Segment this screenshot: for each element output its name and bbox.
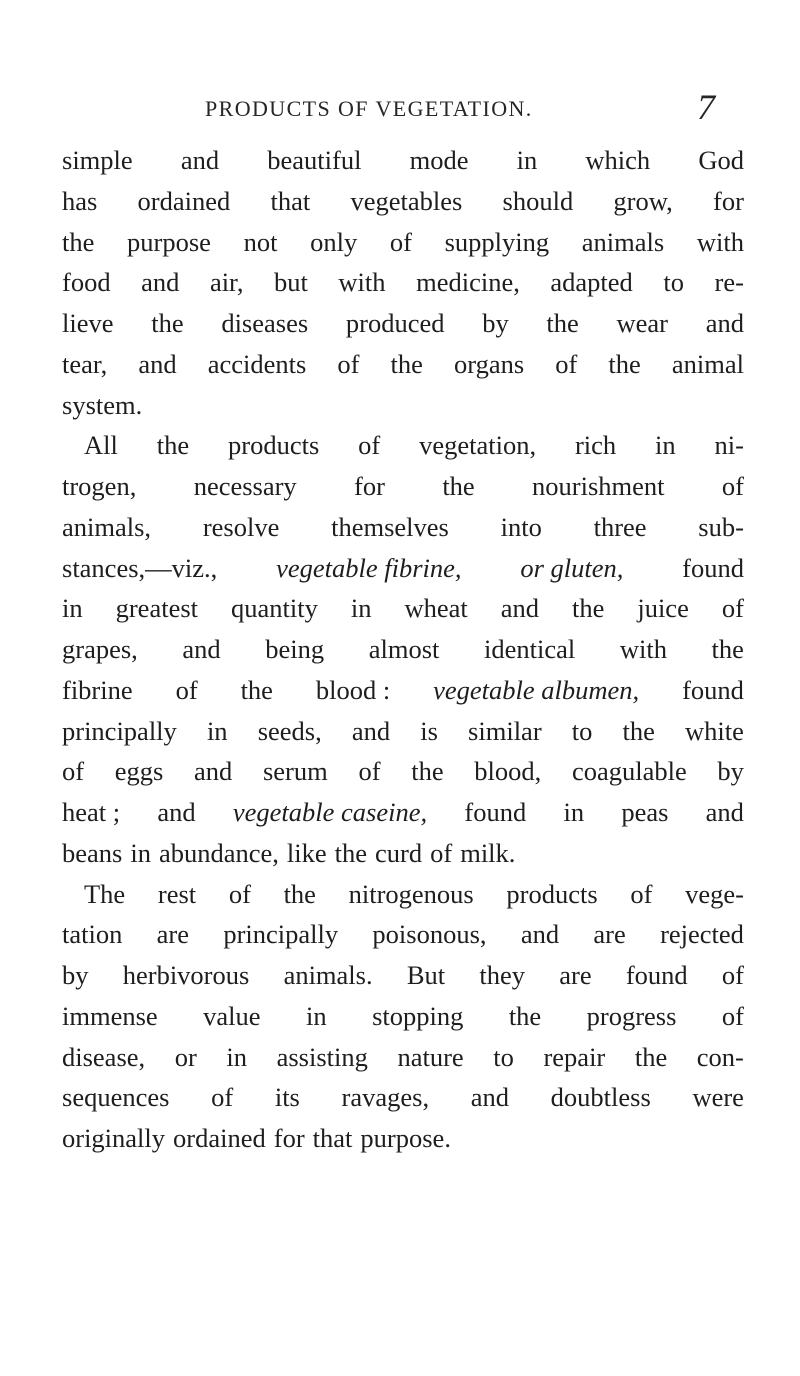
word: in bbox=[655, 430, 676, 461]
word: should bbox=[502, 185, 574, 216]
word: ni- bbox=[714, 430, 744, 461]
word: but bbox=[274, 267, 308, 298]
word: to bbox=[493, 1041, 514, 1072]
word: heat ; bbox=[62, 797, 121, 827]
word: are bbox=[559, 960, 592, 990]
word: for bbox=[273, 1123, 305, 1153]
word: poisonous, bbox=[372, 919, 487, 950]
word: of bbox=[62, 756, 85, 787]
word: lieve bbox=[62, 308, 114, 338]
text-line bbox=[62, 629, 744, 670]
word: simple bbox=[62, 145, 133, 175]
word: the bbox=[151, 308, 184, 338]
word: in bbox=[563, 797, 585, 827]
word: the bbox=[571, 593, 605, 624]
word: by bbox=[482, 308, 509, 338]
text-line bbox=[62, 1037, 744, 1078]
word: the bbox=[240, 674, 273, 705]
word: like bbox=[286, 837, 327, 868]
word: into bbox=[500, 511, 542, 542]
word: con- bbox=[696, 1041, 744, 1072]
word: quantity bbox=[231, 593, 318, 624]
word: has bbox=[62, 185, 98, 216]
word: themselves bbox=[331, 511, 449, 542]
word: the bbox=[608, 348, 641, 379]
word: of bbox=[721, 471, 744, 501]
word: All bbox=[84, 430, 118, 461]
word: But bbox=[406, 960, 446, 990]
word: fibrine bbox=[62, 674, 133, 705]
word: purpose bbox=[127, 226, 211, 257]
word: the bbox=[334, 837, 368, 868]
word: the bbox=[390, 348, 423, 379]
word: ravages, bbox=[341, 1082, 430, 1113]
word: of bbox=[721, 593, 744, 624]
word: disease, bbox=[62, 1041, 146, 1072]
word: only bbox=[310, 226, 358, 257]
word: ordained bbox=[173, 1123, 266, 1153]
word: progress bbox=[586, 1000, 677, 1031]
text-line bbox=[62, 466, 744, 507]
word: with bbox=[338, 267, 386, 298]
text-line bbox=[62, 670, 744, 711]
word: medicine, bbox=[416, 267, 520, 298]
word: and bbox=[182, 634, 221, 664]
word: nitrogenous bbox=[348, 878, 474, 909]
word: of bbox=[358, 430, 381, 461]
body-text bbox=[62, 140, 744, 1159]
text-line bbox=[62, 548, 744, 589]
text-line bbox=[62, 140, 744, 181]
word: necessary bbox=[193, 471, 297, 501]
word: products bbox=[228, 430, 320, 461]
word: rejected bbox=[660, 919, 744, 950]
word: peas bbox=[621, 797, 669, 827]
word: of bbox=[630, 878, 653, 909]
word: for bbox=[354, 471, 385, 501]
word: to bbox=[571, 715, 593, 746]
word: similar bbox=[468, 715, 542, 746]
word: beautiful bbox=[267, 145, 362, 175]
word: white bbox=[685, 715, 744, 746]
word: herbivorous bbox=[122, 960, 250, 990]
word: originally bbox=[62, 1123, 166, 1153]
word: which bbox=[585, 145, 651, 175]
word: being bbox=[265, 634, 325, 664]
word: and bbox=[138, 348, 177, 379]
word: abundance, bbox=[158, 837, 279, 868]
word: of bbox=[358, 756, 381, 787]
text-line bbox=[62, 507, 744, 548]
word: supplying bbox=[444, 226, 550, 257]
word: of bbox=[175, 674, 198, 705]
word: coagulable bbox=[571, 756, 687, 787]
text-line bbox=[62, 996, 744, 1037]
italic-term: vegetable caseine, bbox=[232, 797, 428, 827]
word: are bbox=[593, 919, 626, 950]
word: re- bbox=[714, 267, 744, 298]
word: blood, bbox=[474, 756, 542, 787]
word: animals. bbox=[283, 960, 373, 990]
word: and bbox=[520, 919, 560, 950]
page-number: 7 bbox=[697, 87, 715, 127]
word: food bbox=[62, 267, 111, 298]
word: not bbox=[243, 226, 278, 257]
word: ordained bbox=[137, 185, 231, 216]
italic-term: or gluten, bbox=[520, 552, 624, 583]
word: were bbox=[692, 1082, 744, 1113]
word: nourishment bbox=[532, 471, 665, 501]
word: and bbox=[705, 308, 744, 338]
word: milk. bbox=[460, 837, 516, 868]
word: the bbox=[156, 430, 190, 461]
word: found bbox=[464, 797, 527, 827]
text-line bbox=[62, 1118, 744, 1159]
word: the bbox=[442, 471, 475, 501]
word: repair bbox=[543, 1041, 606, 1072]
word: animal bbox=[671, 348, 744, 379]
word: beans bbox=[62, 837, 123, 868]
word: is bbox=[420, 715, 438, 746]
word: almost bbox=[368, 634, 440, 664]
word: and bbox=[180, 145, 220, 175]
word: the bbox=[62, 226, 95, 257]
word: God bbox=[698, 145, 744, 175]
word: of bbox=[228, 878, 251, 909]
word: with bbox=[619, 634, 667, 664]
word: by bbox=[62, 960, 89, 990]
word: The bbox=[84, 878, 126, 909]
word: tear, bbox=[62, 348, 108, 379]
word: air, bbox=[209, 267, 244, 298]
word: in bbox=[516, 145, 538, 175]
word: rest bbox=[157, 878, 197, 909]
running-head-title: PRODUCTS OF VEGETATION. bbox=[205, 96, 533, 121]
word: rich bbox=[574, 430, 617, 461]
word: tation bbox=[62, 919, 123, 950]
italic-term: vegetable fibrine, bbox=[276, 552, 462, 583]
word: of bbox=[721, 1000, 744, 1031]
text-line bbox=[62, 833, 744, 874]
word: principally bbox=[62, 715, 177, 746]
word: mode bbox=[409, 145, 469, 175]
word: sub- bbox=[698, 511, 744, 542]
word: animals, bbox=[62, 511, 152, 542]
word: produced bbox=[345, 308, 445, 338]
text-line bbox=[62, 874, 744, 915]
text-line bbox=[62, 914, 744, 955]
text-line bbox=[62, 344, 744, 385]
word: in bbox=[226, 1041, 248, 1072]
word: grow, bbox=[613, 185, 673, 216]
word: of bbox=[389, 226, 412, 257]
word: the bbox=[546, 308, 579, 338]
word: wheat bbox=[404, 593, 468, 624]
word: found bbox=[682, 674, 744, 705]
word: identical bbox=[483, 634, 576, 664]
word: or bbox=[174, 1041, 197, 1072]
word: of bbox=[555, 348, 578, 379]
word: principally bbox=[223, 919, 339, 950]
word: sequences bbox=[62, 1082, 170, 1113]
word: of bbox=[211, 1082, 234, 1113]
text-line bbox=[62, 385, 744, 426]
word: the bbox=[622, 715, 655, 746]
text-line bbox=[62, 425, 744, 466]
word: and bbox=[157, 797, 196, 827]
word: found bbox=[625, 960, 688, 990]
word: purpose. bbox=[360, 1123, 451, 1153]
word: curd bbox=[375, 837, 423, 868]
word: they bbox=[479, 960, 526, 990]
word: vege- bbox=[685, 878, 744, 909]
word: and bbox=[141, 267, 180, 298]
word: system. bbox=[62, 389, 143, 420]
word: serum bbox=[262, 756, 328, 787]
word: the bbox=[634, 1041, 668, 1072]
word: animals bbox=[581, 226, 665, 257]
word: resolve bbox=[202, 511, 280, 542]
text-line bbox=[62, 303, 744, 344]
text-line bbox=[62, 181, 744, 222]
word: in bbox=[305, 1000, 327, 1031]
word: for bbox=[713, 185, 744, 216]
word: and bbox=[705, 797, 744, 827]
word: three bbox=[593, 511, 647, 542]
word: in bbox=[62, 593, 83, 624]
text-line bbox=[62, 955, 744, 996]
word: products bbox=[506, 878, 598, 909]
word: found bbox=[682, 552, 744, 583]
word: juice bbox=[637, 593, 689, 624]
word: that bbox=[270, 185, 311, 216]
word: stopping bbox=[372, 1000, 464, 1031]
word: assisting bbox=[276, 1041, 368, 1072]
word: wear bbox=[616, 308, 669, 338]
word: trogen, bbox=[62, 471, 137, 501]
word: vegetation, bbox=[419, 430, 537, 461]
word: and bbox=[470, 1082, 510, 1113]
text-line bbox=[62, 751, 744, 792]
word: the bbox=[411, 756, 444, 787]
word: its bbox=[274, 1082, 300, 1113]
word: accidents bbox=[207, 348, 307, 379]
text-line bbox=[62, 222, 744, 263]
word: diseases bbox=[221, 308, 309, 338]
word: in bbox=[130, 837, 151, 868]
word: in bbox=[206, 715, 228, 746]
word: and bbox=[500, 593, 539, 624]
word: the bbox=[508, 1000, 542, 1031]
word: eggs bbox=[114, 756, 164, 787]
text-line bbox=[62, 262, 744, 303]
text-line bbox=[62, 711, 744, 752]
italic-term: vegetable albumen, bbox=[433, 674, 640, 705]
word: value bbox=[203, 1000, 261, 1031]
word: seeds, bbox=[257, 715, 322, 746]
text-line bbox=[62, 1077, 744, 1118]
word: of bbox=[721, 960, 744, 990]
word: with bbox=[696, 226, 744, 257]
word: are bbox=[156, 919, 190, 950]
word: organs bbox=[453, 348, 525, 379]
word: doubtless bbox=[550, 1082, 651, 1113]
text-line bbox=[62, 588, 744, 629]
word: the bbox=[283, 878, 316, 909]
word: nature bbox=[397, 1041, 464, 1072]
word: stances,—viz., bbox=[62, 552, 218, 583]
word: of bbox=[430, 837, 453, 868]
word: in bbox=[350, 593, 372, 624]
text-line bbox=[62, 792, 744, 833]
word: immense bbox=[62, 1000, 158, 1031]
word: of bbox=[337, 348, 360, 379]
word: by bbox=[717, 756, 744, 787]
word: vegetables bbox=[350, 185, 463, 216]
word: adapted bbox=[550, 267, 633, 298]
word: to bbox=[663, 267, 684, 298]
word: blood : bbox=[315, 674, 391, 705]
word: that bbox=[312, 1123, 353, 1153]
word: and bbox=[351, 715, 391, 746]
word: greatest bbox=[115, 593, 199, 624]
word: the bbox=[711, 634, 744, 664]
word: grapes, bbox=[62, 634, 138, 664]
word: and bbox=[194, 756, 233, 787]
